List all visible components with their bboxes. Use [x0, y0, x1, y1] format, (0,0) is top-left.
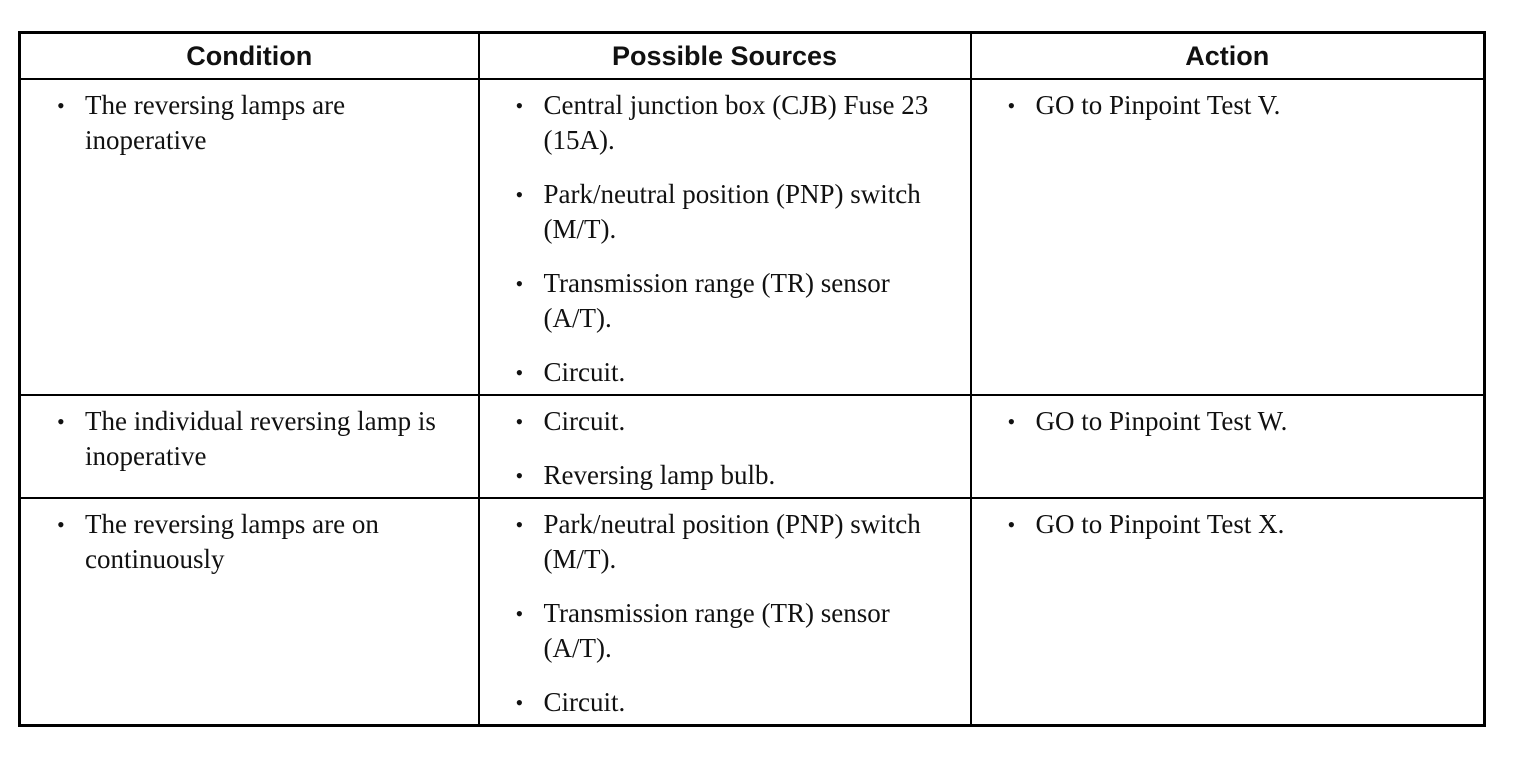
list-item	[972, 88, 1484, 123]
action-text: GO to Pinpoint Test X.	[1035, 509, 1285, 539]
condition-text: The individual reversing lamp is inoperative	[85, 406, 436, 471]
source-text: Reversing lamp bulb.	[543, 460, 776, 490]
list-item	[480, 458, 970, 493]
source-text: Circuit.	[543, 406, 626, 436]
list-item	[480, 596, 970, 666]
list-item	[480, 355, 970, 390]
list-item	[480, 88, 970, 158]
header-possible-sources: Possible Sources	[479, 33, 971, 80]
list-item	[972, 507, 1484, 542]
action-text: GO to Pinpoint Test W.	[1035, 406, 1288, 436]
condition-cell	[20, 498, 479, 726]
list-item	[480, 266, 970, 336]
bullet-icon: •	[515, 360, 524, 385]
action-cell	[971, 395, 1485, 498]
list-item	[972, 404, 1484, 439]
condition-text: The reversing lamps are on continuously	[85, 509, 379, 574]
bullet-icon: •	[515, 93, 524, 118]
source-text: Transmission range (TR) sensor (A/T).	[543, 598, 890, 663]
sources-cell	[479, 395, 971, 498]
bullet-icon: •	[515, 463, 524, 488]
bullet-icon: •	[1007, 93, 1016, 118]
condition-cell	[20, 79, 479, 395]
list-item	[480, 685, 970, 720]
table-row	[20, 395, 1485, 498]
sources-cell	[479, 498, 971, 726]
list-item	[480, 507, 970, 577]
bullet-icon: •	[1007, 512, 1016, 537]
table-row	[20, 498, 1485, 726]
source-text: Park/neutral position (PNP) switch (M/T).	[543, 509, 921, 574]
bullet-icon: •	[57, 512, 65, 537]
list-item	[480, 404, 970, 439]
bullet-icon: •	[515, 409, 524, 434]
list-item	[21, 507, 478, 577]
table-row	[20, 79, 1485, 395]
source-text: Park/neutral position (PNP) switch (M/T).	[543, 179, 921, 244]
source-text: Circuit.	[543, 357, 626, 387]
action-cell	[971, 498, 1485, 726]
source-text: Central junction box (CJB) Fuse 23 (15A).	[543, 90, 929, 155]
sources-cell	[479, 79, 971, 395]
header-row	[20, 33, 1485, 80]
bullet-icon: •	[515, 182, 524, 207]
bullet-icon: •	[515, 512, 524, 537]
list-item	[21, 88, 478, 158]
bullet-icon: •	[515, 601, 524, 626]
condition-text: The reversing lamps are inoperative	[85, 90, 346, 155]
source-text: Circuit.	[543, 687, 626, 717]
diagnostic-table	[18, 31, 1486, 727]
action-text: GO to Pinpoint Test V.	[1035, 90, 1281, 120]
bullet-icon: •	[57, 93, 65, 118]
header-action: Action	[971, 33, 1485, 80]
header-condition: Condition	[20, 33, 479, 80]
bullet-icon: •	[515, 690, 524, 715]
action-cell	[971, 79, 1485, 395]
bullet-icon: •	[57, 409, 65, 434]
list-item	[21, 404, 478, 474]
source-text: Transmission range (TR) sensor (A/T).	[543, 268, 890, 333]
condition-cell	[20, 395, 479, 498]
bullet-icon: •	[515, 271, 524, 296]
bullet-icon: •	[1007, 409, 1016, 434]
list-item	[480, 177, 970, 247]
